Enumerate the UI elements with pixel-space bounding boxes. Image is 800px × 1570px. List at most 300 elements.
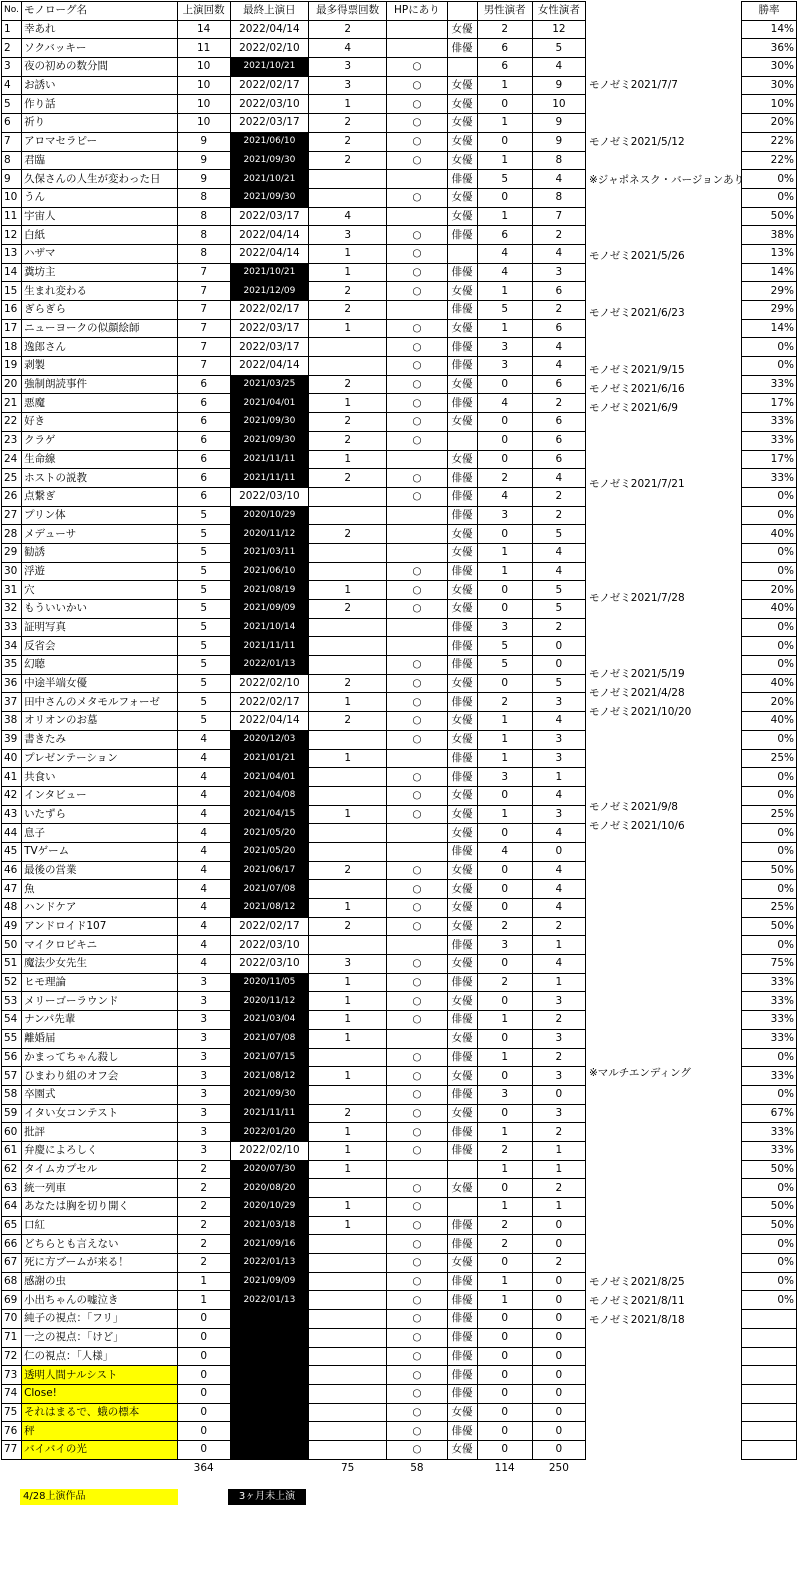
row-note: モノゼミ2021/5/26 [589,250,685,262]
row-hp: ○ [387,693,447,712]
row-actor-type: 女優 [447,581,477,600]
row-hp: ○ [387,244,447,263]
table-row [2,338,586,357]
row-count: 2 [177,1160,230,1179]
row-actor-type: 俳優 [447,973,477,992]
row-male: 0 [477,1104,532,1123]
row-no: 46 [2,861,22,880]
row-last-date: 2020/10/29 [230,506,308,525]
row-last-date [230,1328,308,1347]
row-last-date: 2022/02/17 [230,693,308,712]
row-count: 5 [177,637,230,656]
row-actor-type: 女優 [447,20,477,39]
row-female: 0 [532,1328,585,1347]
row-count: 4 [177,955,230,974]
row-last-date: 2021/09/16 [230,1235,308,1254]
row-name: イタい女コンテスト [22,1104,178,1123]
row-hp: ○ [387,1254,447,1273]
row-name: 中途半端女優 [22,674,178,693]
row-last-date: 2020/10/29 [230,1198,308,1217]
row-female: 2 [532,226,585,245]
row-most-votes [309,1422,387,1441]
row-name: クラゲ [22,431,178,450]
row-no: 48 [2,899,22,918]
row-actor-type: 女優 [447,76,477,95]
row-most-votes: 2 [309,600,387,619]
table-row [2,805,586,824]
table-row [2,712,586,731]
row-last-date [230,1366,308,1385]
row-win-rate: 0% [742,1272,797,1291]
row-count: 3 [177,1123,230,1142]
table-row [2,1104,586,1123]
row-actor-type: 俳優 [447,226,477,245]
row-actor-type: 女優 [447,450,477,469]
row-female: 0 [532,1347,585,1366]
row-count: 3 [177,1011,230,1030]
row-male: 0 [477,431,532,450]
row-name: それはまるで、蛾の標本 [22,1403,178,1422]
row-count: 14 [177,20,230,39]
row-count: 5 [177,562,230,581]
row-hp: ○ [387,973,447,992]
row-last-date: 2021/09/30 [230,1085,308,1104]
row-last-date: 2020/11/12 [230,525,308,544]
row-count: 3 [177,1048,230,1067]
row-male: 4 [477,394,532,413]
row-name: アンドロイド107 [22,917,178,936]
row-count: 5 [177,506,230,525]
row-actor-type: 女優 [447,917,477,936]
row-win-rate: 0% [742,880,797,899]
col-header-no: No. [2,2,22,21]
row-actor-type: 女優 [447,1104,477,1123]
row-win-rate: 0% [742,824,797,843]
row-male: 5 [477,301,532,320]
row-female: 1 [532,1160,585,1179]
table-row [2,899,586,918]
table-row [2,1198,586,1217]
table-row [2,917,586,936]
row-count: 10 [177,76,230,95]
row-count: 3 [177,1141,230,1160]
row-no: 61 [2,1141,22,1160]
row-actor-type: 女優 [447,712,477,731]
row-last-date: 2021/07/15 [230,1048,308,1067]
row-last-date: 2022/02/10 [230,1141,308,1160]
row-win-rate: 0% [742,618,797,637]
row-no: 15 [2,282,22,301]
row-female: 2 [532,506,585,525]
row-name: 糞坊主 [22,263,178,282]
table-row [2,600,586,619]
row-no: 14 [2,263,22,282]
table-row [2,413,586,432]
row-no: 30 [2,562,22,581]
row-female: 0 [532,1403,585,1422]
row-name: 一之の視点：「けど」 [22,1328,178,1347]
row-count: 6 [177,450,230,469]
row-actor-type: 俳優 [447,936,477,955]
row-female: 6 [532,431,585,450]
row-name: もういいかい [22,600,178,619]
row-no: 23 [2,431,22,450]
row-count: 8 [177,207,230,226]
row-hp: ○ [387,188,447,207]
row-hp: ○ [387,282,447,301]
row-hp: ○ [387,600,447,619]
row-most-votes: 1 [309,319,387,338]
row-no: 66 [2,1235,22,1254]
row-no: 68 [2,1272,22,1291]
row-most-votes [309,1235,387,1254]
row-actor-type: 俳優 [447,768,477,787]
row-win-rate: 0% [742,768,797,787]
table-row [2,1029,586,1048]
table-row [2,226,586,245]
row-name: あなたは胸を切り開く [22,1198,178,1217]
row-hp: ○ [387,1179,447,1198]
row-last-date: 2022/04/14 [230,712,308,731]
row-most-votes [309,1328,387,1347]
row-count: 3 [177,1029,230,1048]
table-row [2,469,586,488]
row-win-rate: 25% [742,749,797,768]
row-female: 6 [532,375,585,394]
row-male: 3 [477,936,532,955]
row-male: 1 [477,114,532,133]
row-most-votes: 1 [309,450,387,469]
row-hp: ○ [387,562,447,581]
table-row [2,525,586,544]
row-hp: ○ [387,1422,447,1441]
row-most-votes: 2 [309,712,387,731]
row-most-votes: 1 [309,581,387,600]
table-row [2,301,586,320]
row-count: 9 [177,132,230,151]
row-male: 3 [477,338,532,357]
row-win-rate: 22% [742,132,797,151]
row-hp: ○ [387,263,447,282]
row-no: 58 [2,1085,22,1104]
table-row [2,207,586,226]
row-no: 25 [2,469,22,488]
table-row [2,95,586,114]
row-no: 1 [2,20,22,39]
row-female: 5 [532,39,585,58]
row-male: 0 [477,1347,532,1366]
row-actor-type: 女優 [447,319,477,338]
row-note: モノゼミ2021/8/25 [589,1276,685,1288]
row-last-date [230,1347,308,1366]
row-name: 生命線 [22,450,178,469]
col-header-most-votes: 最多得票回数 [309,2,387,21]
row-male: 1 [477,1272,532,1291]
table-row [2,618,586,637]
row-last-date: 2021/10/21 [230,58,308,77]
table-row [2,1123,586,1142]
row-no: 11 [2,207,22,226]
row-hp: ○ [387,805,447,824]
row-most-votes [309,618,387,637]
row-count: 5 [177,656,230,675]
row-hp: ○ [387,1403,447,1422]
row-name: 純子の視点：「フリ」 [22,1310,178,1329]
row-hp: ○ [387,1198,447,1217]
row-count: 4 [177,749,230,768]
row-name: メリーゴーラウンド [22,992,178,1011]
table-row [2,1272,586,1291]
row-win-rate: 33% [742,431,797,450]
row-most-votes: 2 [309,469,387,488]
row-win-rate: 38% [742,226,797,245]
col-header-name: モノローグ名 [22,2,178,21]
row-female: 1 [532,1198,585,1217]
row-hp: ○ [387,730,447,749]
row-most-votes: 3 [309,955,387,974]
row-most-votes [309,487,387,506]
row-last-date: 2022/03/10 [230,936,308,955]
table-row [2,20,586,39]
row-most-votes [309,1272,387,1291]
row-male: 2 [477,1235,532,1254]
row-actor-type [447,431,477,450]
row-male: 1 [477,543,532,562]
row-hp [387,618,447,637]
row-count: 6 [177,394,230,413]
row-male: 1 [477,1011,532,1030]
total-votes: 75 [340,1461,355,1474]
row-name: 感謝の虫 [22,1272,178,1291]
row-count: 7 [177,282,230,301]
row-most-votes: 1 [309,244,387,263]
row-count: 7 [177,319,230,338]
row-count: 1 [177,1272,230,1291]
row-name: 書きたみ [22,730,178,749]
row-female: 5 [532,525,585,544]
row-win-rate [742,1440,797,1459]
row-most-votes: 1 [309,1029,387,1048]
row-name: 弁慶によろしく [22,1141,178,1160]
row-female: 6 [532,450,585,469]
row-hp: ○ [387,487,447,506]
row-hp: ○ [387,1310,447,1329]
table-row [2,282,586,301]
row-female: 4 [532,562,585,581]
total-female: 250 [548,1461,569,1474]
row-female: 9 [532,132,585,151]
row-name: ヒモ理論 [22,973,178,992]
row-note: モノゼミ2021/6/23 [589,307,685,319]
row-male: 0 [477,1366,532,1385]
row-most-votes: 1 [309,805,387,824]
row-female: 2 [532,301,585,320]
row-count: 4 [177,842,230,861]
row-female: 0 [532,1085,585,1104]
row-win-rate: 33% [742,469,797,488]
row-name: 魔法少女先生 [22,955,178,974]
row-male: 1 [477,562,532,581]
row-no: 4 [2,76,22,95]
row-actor-type: 俳優 [447,487,477,506]
row-name: プリン体 [22,506,178,525]
row-hp: ○ [387,1123,447,1142]
row-count: 5 [177,618,230,637]
row-name: 田中さんのメタモルフォーゼ [22,693,178,712]
row-hp: ○ [387,95,447,114]
row-hp: ○ [387,656,447,675]
table-row [2,487,586,506]
row-hp: ○ [387,394,447,413]
row-name: 作り話 [22,95,178,114]
table-row [2,1366,586,1385]
row-most-votes [309,824,387,843]
row-most-votes: 1 [309,992,387,1011]
row-most-votes: 2 [309,525,387,544]
row-hp: ○ [387,132,447,151]
table-row [2,637,586,656]
row-name: 反省会 [22,637,178,656]
row-last-date: 2021/10/21 [230,263,308,282]
row-hp [387,824,447,843]
row-most-votes: 2 [309,413,387,432]
row-last-date: 2021/11/11 [230,450,308,469]
row-name: インタビュー [22,786,178,805]
row-most-votes: 3 [309,58,387,77]
row-hp: ○ [387,469,447,488]
row-actor-type: 女優 [447,955,477,974]
row-male: 2 [477,20,532,39]
row-actor-type: 女優 [447,824,477,843]
row-male: 2 [477,1141,532,1160]
row-last-date: 2021/09/30 [230,413,308,432]
row-most-votes: 1 [309,1123,387,1142]
row-no: 50 [2,936,22,955]
row-female: 3 [532,1029,585,1048]
row-last-date: 2021/06/10 [230,562,308,581]
row-female: 4 [532,58,585,77]
row-most-votes: 2 [309,674,387,693]
row-no: 43 [2,805,22,824]
row-male: 4 [477,487,532,506]
row-win-rate: 20% [742,114,797,133]
row-no: 65 [2,1216,22,1235]
row-actor-type: 女優 [447,1029,477,1048]
row-female: 1 [532,768,585,787]
row-female: 6 [532,282,585,301]
table-row [2,749,586,768]
row-win-rate [742,1328,797,1347]
row-actor-type: 俳優 [447,39,477,58]
row-hp [387,1160,447,1179]
row-female: 2 [532,618,585,637]
row-count: 0 [177,1403,230,1422]
row-last-date [230,1403,308,1422]
row-last-date: 2021/09/09 [230,600,308,619]
row-female: 10 [532,95,585,114]
row-female: 5 [532,674,585,693]
row-hp [387,39,447,58]
row-hp: ○ [387,1440,447,1459]
row-hp: ○ [387,1048,447,1067]
row-most-votes: 1 [309,95,387,114]
row-female: 3 [532,749,585,768]
row-actor-type: 俳優 [447,1310,477,1329]
row-win-rate: 0% [742,730,797,749]
row-male: 0 [477,1179,532,1198]
row-count: 4 [177,917,230,936]
row-last-date: 2021/03/18 [230,1216,308,1235]
table-row [2,1291,586,1310]
row-most-votes [309,338,387,357]
row-note: モノゼミ2021/4/28 [589,687,685,699]
row-count: 4 [177,899,230,918]
row-female: 5 [532,600,585,619]
row-win-rate [742,1347,797,1366]
row-hp [387,506,447,525]
row-win-rate: 33% [742,992,797,1011]
row-name: 離婚届 [22,1029,178,1048]
row-female: 12 [532,20,585,39]
row-actor-type: 俳優 [447,693,477,712]
col-header-win-rate: 勝率 [742,2,797,21]
row-last-date: 2022/03/10 [230,95,308,114]
table-row [2,58,586,77]
row-female: 6 [532,413,585,432]
row-most-votes: 1 [309,1141,387,1160]
row-last-date: 2022/04/14 [230,226,308,245]
row-no: 72 [2,1347,22,1366]
row-win-rate: 22% [742,151,797,170]
row-female: 6 [532,319,585,338]
row-most-votes [309,1347,387,1366]
row-count: 0 [177,1347,230,1366]
row-win-rate: 33% [742,1029,797,1048]
row-count: 4 [177,786,230,805]
row-actor-type: 俳優 [447,1085,477,1104]
row-count: 4 [177,824,230,843]
row-name: 幸あれ [22,20,178,39]
row-hp: ○ [387,431,447,450]
row-actor-type: 俳優 [447,562,477,581]
row-hp: ○ [387,786,447,805]
table-row [2,1011,586,1030]
row-male: 0 [477,786,532,805]
row-count: 4 [177,936,230,955]
row-actor-type: 俳優 [447,1366,477,1385]
row-win-rate: 0% [742,1048,797,1067]
row-most-votes: 1 [309,1011,387,1030]
table-row [2,1235,586,1254]
row-last-date: 2021/11/11 [230,1104,308,1123]
row-name: 透明人間ナルシスト [22,1366,178,1385]
table-row [2,1048,586,1067]
row-count: 6 [177,413,230,432]
row-hp: ○ [387,1384,447,1403]
row-count: 7 [177,357,230,376]
table-row [2,394,586,413]
row-name: 共食い [22,768,178,787]
row-no: 18 [2,338,22,357]
row-no: 3 [2,58,22,77]
row-note: モノゼミ2021/7/7 [589,79,678,91]
row-name: 卒園式 [22,1085,178,1104]
row-win-rate: 50% [742,917,797,936]
row-actor-type: 女優 [447,114,477,133]
totals-row [2,1459,586,1477]
row-last-date: 2021/09/30 [230,151,308,170]
row-male: 1 [477,207,532,226]
